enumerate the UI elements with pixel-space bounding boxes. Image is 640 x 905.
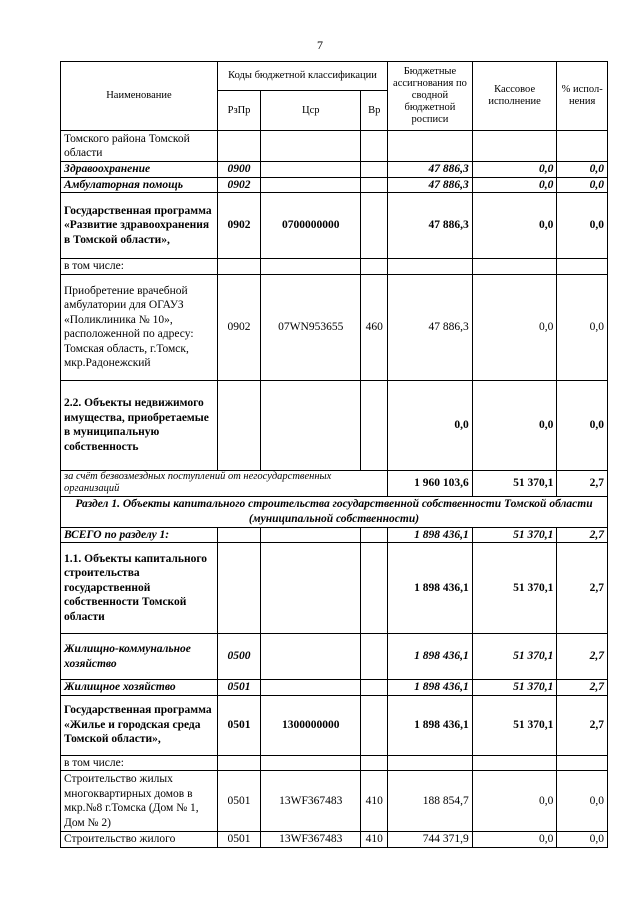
cell-pct	[557, 755, 608, 771]
cell-name: в том числе:	[61, 755, 218, 771]
cell-csr: 0700000000	[261, 193, 361, 259]
cell-pct: 2,7	[557, 634, 608, 680]
header-codes: Коды бюджетной классификации	[217, 62, 387, 91]
cell-budget: 47 886,3	[388, 193, 473, 259]
cell-budget: 0,0	[388, 380, 473, 470]
cell-csr	[261, 162, 361, 178]
cell-vr: 410	[361, 832, 388, 848]
cell-cash: 51 370,1	[472, 527, 557, 543]
cell-cash: 51 370,1	[472, 680, 557, 696]
cell-cash	[472, 131, 557, 162]
cell-vr	[361, 543, 388, 634]
cell-name: Государственная программа «Жилье и городская среда Томской области»,	[61, 695, 218, 755]
cell-rzpr	[217, 259, 260, 275]
cell-rzpr: 0900	[217, 162, 260, 178]
cell-vr	[361, 695, 388, 755]
cell-pct	[557, 259, 608, 275]
cell-budget: 744 371,9	[388, 832, 473, 848]
header-cash: Кассовое исполнение	[472, 62, 557, 131]
table-row	[61, 274, 608, 380]
cell-name: Строительство жилого	[61, 832, 218, 848]
cell-vr	[361, 162, 388, 178]
table-row	[61, 543, 608, 634]
table-row	[61, 527, 608, 543]
cell-pct: 0,0	[557, 832, 608, 848]
cell-csr	[261, 131, 361, 162]
cell-csr: 1300000000	[261, 695, 361, 755]
cell-rzpr: 0501	[217, 680, 260, 696]
cell-csr	[261, 527, 361, 543]
cell-csr	[261, 634, 361, 680]
cell-cash: 0,0	[472, 832, 557, 848]
cell-cash	[472, 259, 557, 275]
cell-budget: 1 898 436,1	[388, 680, 473, 696]
budget-execution-table	[60, 61, 608, 848]
cell-rzpr	[217, 755, 260, 771]
cell-budget: 1 960 103,6	[388, 470, 473, 496]
cell-rzpr: 0501	[217, 771, 260, 832]
cell-name: Томского района Томской области	[61, 131, 218, 162]
cell-vr	[361, 131, 388, 162]
cell-budget: 47 886,3	[388, 274, 473, 380]
page-number: 7	[317, 38, 323, 52]
table-row	[61, 634, 608, 680]
cell-name: за счёт безвозмездных поступлений от негосударственных организаций	[61, 470, 388, 496]
section-title: Раздел 1. Объекты капитального строительства государственной собственности Томской области (муниципальной собственности)	[61, 496, 608, 527]
table-row	[61, 177, 608, 193]
table-row	[61, 131, 608, 162]
table-row	[61, 695, 608, 755]
cell-csr	[261, 680, 361, 696]
cell-pct: 0,0	[557, 193, 608, 259]
cell-rzpr	[217, 131, 260, 162]
cell-vr	[361, 259, 388, 275]
cell-budget: 188 854,7	[388, 771, 473, 832]
cell-name: Приобретение врачебной амбулатории для ОГАУЗ «Поликлиника № 10», расположенной по адресу: Томская область, г.Томск, мкр.Радонежский	[61, 274, 218, 380]
table-header-row	[61, 62, 608, 91]
cell-cash: 0,0	[472, 274, 557, 380]
cell-cash	[472, 755, 557, 771]
cell-budget: 47 886,3	[388, 162, 473, 178]
cell-vr	[361, 755, 388, 771]
cell-rzpr	[217, 543, 260, 634]
cell-rzpr	[217, 380, 260, 470]
cell-budget	[388, 131, 473, 162]
cell-budget	[388, 259, 473, 275]
header-budget: Бюджетные ассигнования по сводной бюджетной росписи	[388, 62, 473, 131]
cell-name: Строительство жилых многоквартирных домов в мкр.№8 г.Томска (Дом № 1, Дом № 2)	[61, 771, 218, 832]
header-name: Наименование	[61, 62, 218, 131]
cell-rzpr: 0501	[217, 695, 260, 755]
table-row	[61, 380, 608, 470]
cell-csr	[261, 259, 361, 275]
cell-name: ВСЕГО по разделу 1:	[61, 527, 218, 543]
cell-name: 1.1. Объекты капитального строительства государственной собственности Томской области	[61, 543, 218, 634]
cell-csr: 07WN953655	[261, 274, 361, 380]
cell-pct: 0,0	[557, 380, 608, 470]
header-rzpr: РзПр	[217, 91, 260, 131]
cell-cash: 0,0	[472, 193, 557, 259]
cell-cash: 0,0	[472, 162, 557, 178]
cell-rzpr: 0501	[217, 832, 260, 848]
cell-csr	[261, 177, 361, 193]
cell-name: Жилищно-коммунальное хозяйство	[61, 634, 218, 680]
cell-csr: 13WF367483	[261, 771, 361, 832]
cell-rzpr	[217, 527, 260, 543]
header-csr: Цср	[261, 91, 361, 131]
cell-budget: 1 898 436,1	[388, 543, 473, 634]
cell-csr	[261, 755, 361, 771]
cell-name: Жилищное хозяйство	[61, 680, 218, 696]
table-row	[61, 259, 608, 275]
cell-cash: 0,0	[472, 177, 557, 193]
cell-pct: 2,7	[557, 695, 608, 755]
section-row	[61, 496, 608, 527]
cell-csr	[261, 543, 361, 634]
cell-pct: 0,0	[557, 177, 608, 193]
cell-name: Амбулаторная помощь	[61, 177, 218, 193]
cell-name: Здравоохранение	[61, 162, 218, 178]
table-row	[61, 680, 608, 696]
cell-pct: 2,7	[557, 543, 608, 634]
cell-name: 2.2. Объекты недвижимого имущества, приобретаемые в муниципальную собственность	[61, 380, 218, 470]
cell-rzpr: 0902	[217, 177, 260, 193]
cell-pct: 2,7	[557, 527, 608, 543]
cell-pct: 2,7	[557, 680, 608, 696]
cell-cash: 0,0	[472, 380, 557, 470]
header-vr: Вр	[361, 91, 388, 131]
table-row	[61, 470, 608, 496]
cell-pct: 2,7	[557, 470, 608, 496]
cell-pct	[557, 131, 608, 162]
cell-name: в том числе:	[61, 259, 218, 275]
cell-vr: 460	[361, 274, 388, 380]
cell-vr	[361, 634, 388, 680]
cell-csr	[261, 380, 361, 470]
cell-vr	[361, 177, 388, 193]
cell-rzpr: 0902	[217, 193, 260, 259]
cell-vr	[361, 193, 388, 259]
cell-vr	[361, 527, 388, 543]
cell-vr	[361, 680, 388, 696]
header-percent: % испол-нения	[557, 62, 608, 131]
table-row	[61, 771, 608, 832]
cell-vr	[361, 380, 388, 470]
cell-name: Государственная программа «Развитие здравоохранения в Томской области»,	[61, 193, 218, 259]
cell-rzpr: 0500	[217, 634, 260, 680]
table-row	[61, 162, 608, 178]
table-row	[61, 193, 608, 259]
cell-vr: 410	[361, 771, 388, 832]
cell-budget: 47 886,3	[388, 177, 473, 193]
cell-cash: 51 370,1	[472, 470, 557, 496]
table-row	[61, 755, 608, 771]
cell-budget: 1 898 436,1	[388, 634, 473, 680]
cell-cash: 0,0	[472, 771, 557, 832]
cell-pct: 0,0	[557, 162, 608, 178]
cell-budget: 1 898 436,1	[388, 527, 473, 543]
cell-cash: 51 370,1	[472, 543, 557, 634]
cell-budget	[388, 755, 473, 771]
cell-pct: 0,0	[557, 274, 608, 380]
cell-cash: 51 370,1	[472, 695, 557, 755]
cell-cash: 51 370,1	[472, 634, 557, 680]
cell-rzpr: 0902	[217, 274, 260, 380]
cell-csr: 13WF367483	[261, 832, 361, 848]
table-row	[61, 832, 608, 848]
cell-pct: 0,0	[557, 771, 608, 832]
cell-budget: 1 898 436,1	[388, 695, 473, 755]
